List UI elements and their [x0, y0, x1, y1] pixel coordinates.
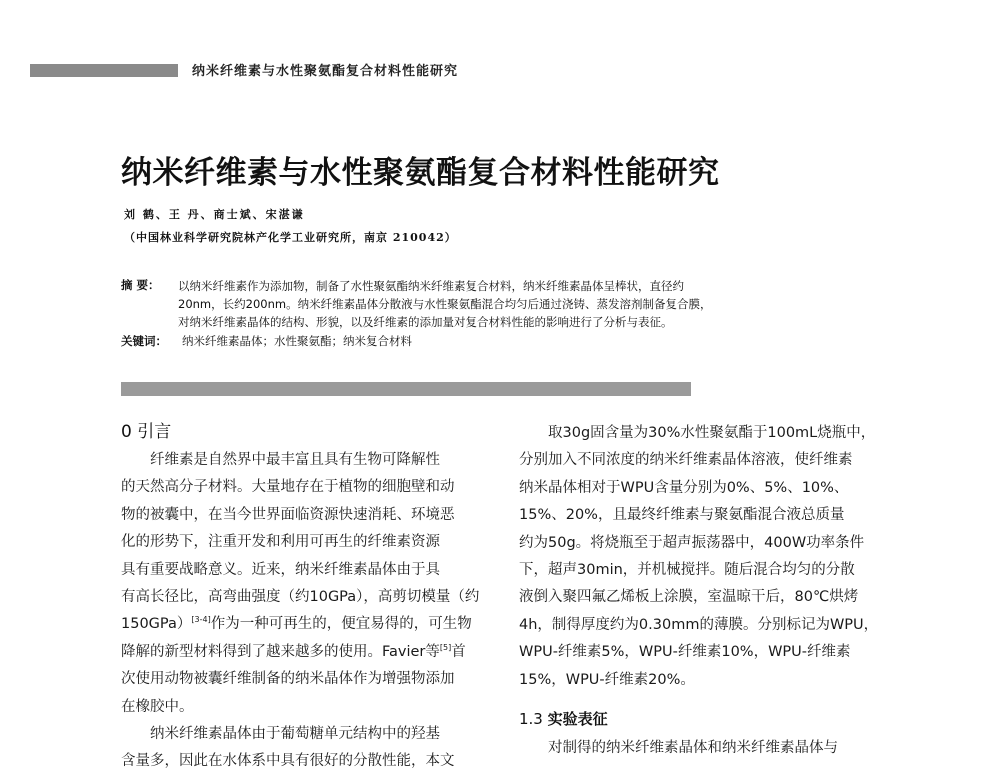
- text-line: 的天然高分子材料。大量地存在于植物的细胞壁和动: [121, 479, 455, 496]
- text-segment: 作为一种可再生的，便宜易得的，可生物: [210, 616, 472, 633]
- text-line: 4h，制得厚度约为0.30mm的薄膜。分别标记为WPU，: [519, 616, 879, 633]
- text-segment: 首: [451, 643, 466, 660]
- right-column-continued: [519, 735, 838, 762]
- right-column-text: [519, 420, 889, 694]
- text-line: WPU-纤维素5%，WPU-纤维素10%，WPU-纤维素: [519, 644, 851, 661]
- section-title: 引言: [137, 422, 172, 442]
- abstract-line: 对纳米纤维素晶体的结构、形貌，以及纤维素的添加量对复合材料性能的影响进行了分析与表征。: [178, 315, 673, 329]
- text-line: 15%、20%，且最终纤维素与聚氨酯混合液总质量: [519, 507, 845, 524]
- text-line: 含量多，因此在水体系中具有很好的分散性能，本文: [121, 753, 455, 770]
- text-line: 15%，WPU-纤维素20%。: [519, 671, 695, 688]
- paper-title: 纳米纤维素与水性聚氨酯复合材料性能研究: [121, 155, 720, 191]
- text-line: 次使用动物被囊纤维制备的纳米晶体作为增强物添加: [121, 671, 455, 688]
- left-column-text: [121, 447, 491, 776]
- abstract-label: 摘 要：: [121, 278, 160, 292]
- section-0-heading: [121, 421, 171, 443]
- text-line: 纤维素是自然界中最丰富且具有生物可降解性: [121, 452, 440, 468]
- text-line: 纳米晶体相对于WPU含量分别为0%、5%、10%、: [519, 479, 849, 496]
- section-number: 1.3: [519, 710, 543, 728]
- abstract-line: 以纳米纤维素作为添加物，制备了水性聚氨酯纳米纤维素复合材料，纳米纤维素晶体呈棒状，直径约: [178, 279, 684, 293]
- text-line: 物的被囊中，在当今世界面临资源快速消耗、环境恶: [121, 506, 455, 523]
- text-line: 约为50g。将烧瓶至于超声振荡器中，400W功率条件: [519, 534, 865, 551]
- text-line: 有高长径比，高弯曲强度（约10GPa），高剪切模量（约: [121, 589, 480, 606]
- affiliation: （中国林业科学研究院林产化学工业研究所，南京 210042）: [124, 231, 457, 244]
- text-line: 分别加入不同浓度的纳米纤维素晶体溶液，使纤维素: [519, 452, 853, 469]
- abstract-line: 20nm，长约200nm。纳米纤维素晶体分散液与水性聚氨酯混合均匀后通过浇铸、蒸发溶剂制备复合膜，: [178, 297, 712, 311]
- text-line: 化的形势下，注重开发和利用可再生的纤维素资源: [121, 534, 440, 551]
- running-header-bar: [30, 64, 178, 77]
- section-title: 实验表征: [547, 710, 608, 728]
- text-line: 在橡胶中。: [121, 698, 194, 715]
- text-line: [121, 611, 491, 638]
- text-line: [121, 639, 491, 666]
- abstract-text: [178, 277, 818, 331]
- section-1-3-heading: [519, 708, 608, 730]
- text-line: 取30g固含量为30%水性聚氨酯于100mL烧瓶中，: [519, 425, 876, 441]
- text-line: 下，超声30min，并机械搅拌。随后混合均匀的分散: [519, 562, 855, 579]
- text-line: 纳米纤维素晶体由于葡萄糖单元结构中的羟基: [121, 726, 440, 743]
- text-line: 液倒入聚四氟乙烯板上涂膜，室温晾干后，80℃烘烤: [519, 589, 859, 606]
- section-divider-bar: [121, 382, 691, 396]
- citation-ref: [3-4]: [191, 615, 211, 625]
- text-line: 具有重要战略意义。近来，纳米纤维素晶体由于具: [121, 561, 440, 578]
- keywords-label: 关键词：: [121, 334, 167, 348]
- citation-ref: [5]: [439, 643, 452, 653]
- text-segment: 150GPa）: [121, 616, 192, 633]
- section-number: 0: [121, 422, 132, 442]
- running-header: 纳米纤维素与水性聚氨酯复合材料性能研究: [192, 64, 459, 79]
- text-line: 对制得的纳米纤维素晶体和纳米纤维素晶体与: [519, 740, 838, 756]
- keywords-text: 纳米纤维素晶体；水性聚氨酯；纳米复合材料: [182, 334, 412, 348]
- text-segment: 降解的新型材料得到了越来越多的使用。Favier等: [121, 643, 440, 660]
- authors: 刘 鹤、王 丹、商士斌、宋湛谦: [124, 208, 305, 221]
